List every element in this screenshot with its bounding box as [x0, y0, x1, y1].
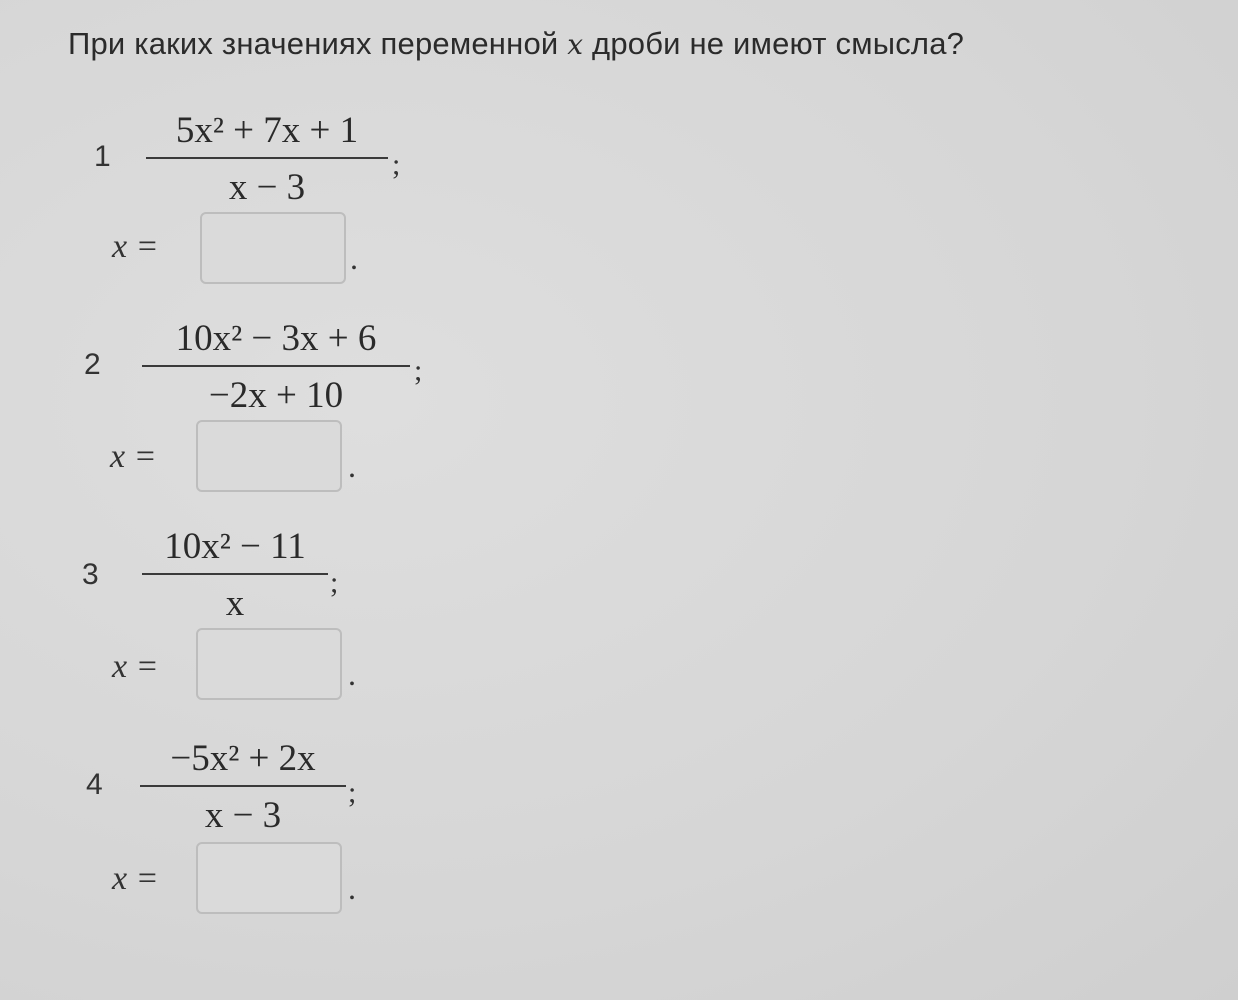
problem-2	[0, 314, 1238, 524]
problem-4	[0, 736, 1238, 946]
problem-number: 3	[82, 558, 99, 591]
problem-3	[0, 524, 1238, 734]
answer-input[interactable]	[196, 842, 342, 914]
fraction	[146, 112, 388, 206]
fraction-bar	[142, 573, 328, 575]
separator: ;	[414, 354, 423, 387]
fraction-bar	[142, 365, 410, 367]
fraction-numerator: 5x² + 7x + 1	[175, 110, 359, 151]
fraction-denominator: x − 3	[204, 795, 282, 836]
answer-input[interactable]	[196, 628, 342, 700]
separator: ;	[348, 776, 357, 809]
answer-label: x =	[112, 228, 159, 265]
fraction-bar	[140, 785, 346, 787]
separator: ;	[392, 148, 401, 181]
fraction-bar	[146, 157, 388, 159]
fraction	[140, 740, 346, 834]
answer-label: x =	[112, 860, 159, 897]
fraction-numerator: 10x² − 11	[164, 526, 306, 567]
answer-input[interactable]	[200, 212, 346, 284]
fraction-denominator: x	[225, 583, 245, 624]
problem-number: 4	[86, 768, 103, 801]
fraction	[142, 528, 328, 622]
answer-label: x =	[112, 648, 159, 685]
problem-1	[0, 108, 1238, 318]
problem-number: 1	[94, 140, 111, 173]
end-period: .	[348, 448, 356, 484]
separator: ;	[330, 566, 339, 599]
fraction-denominator: −2x + 10	[208, 375, 344, 416]
answer-input[interactable]	[196, 420, 342, 492]
fraction	[142, 320, 410, 414]
end-period: .	[348, 870, 356, 906]
question-text	[68, 26, 964, 62]
problem-number: 2	[84, 348, 101, 381]
answer-label: x =	[110, 438, 157, 475]
question-text-after: дроби не имеют смысла?	[583, 26, 965, 61]
fraction-numerator: −5x² + 2x	[170, 738, 316, 779]
fraction-numerator: 10x² − 3x + 6	[175, 318, 377, 359]
end-period: .	[348, 656, 356, 692]
question-variable: x	[567, 28, 584, 61]
end-period: .	[350, 240, 358, 276]
question-text-before: При каких значениях переменной	[68, 26, 568, 61]
fraction-denominator: x − 3	[228, 167, 306, 208]
